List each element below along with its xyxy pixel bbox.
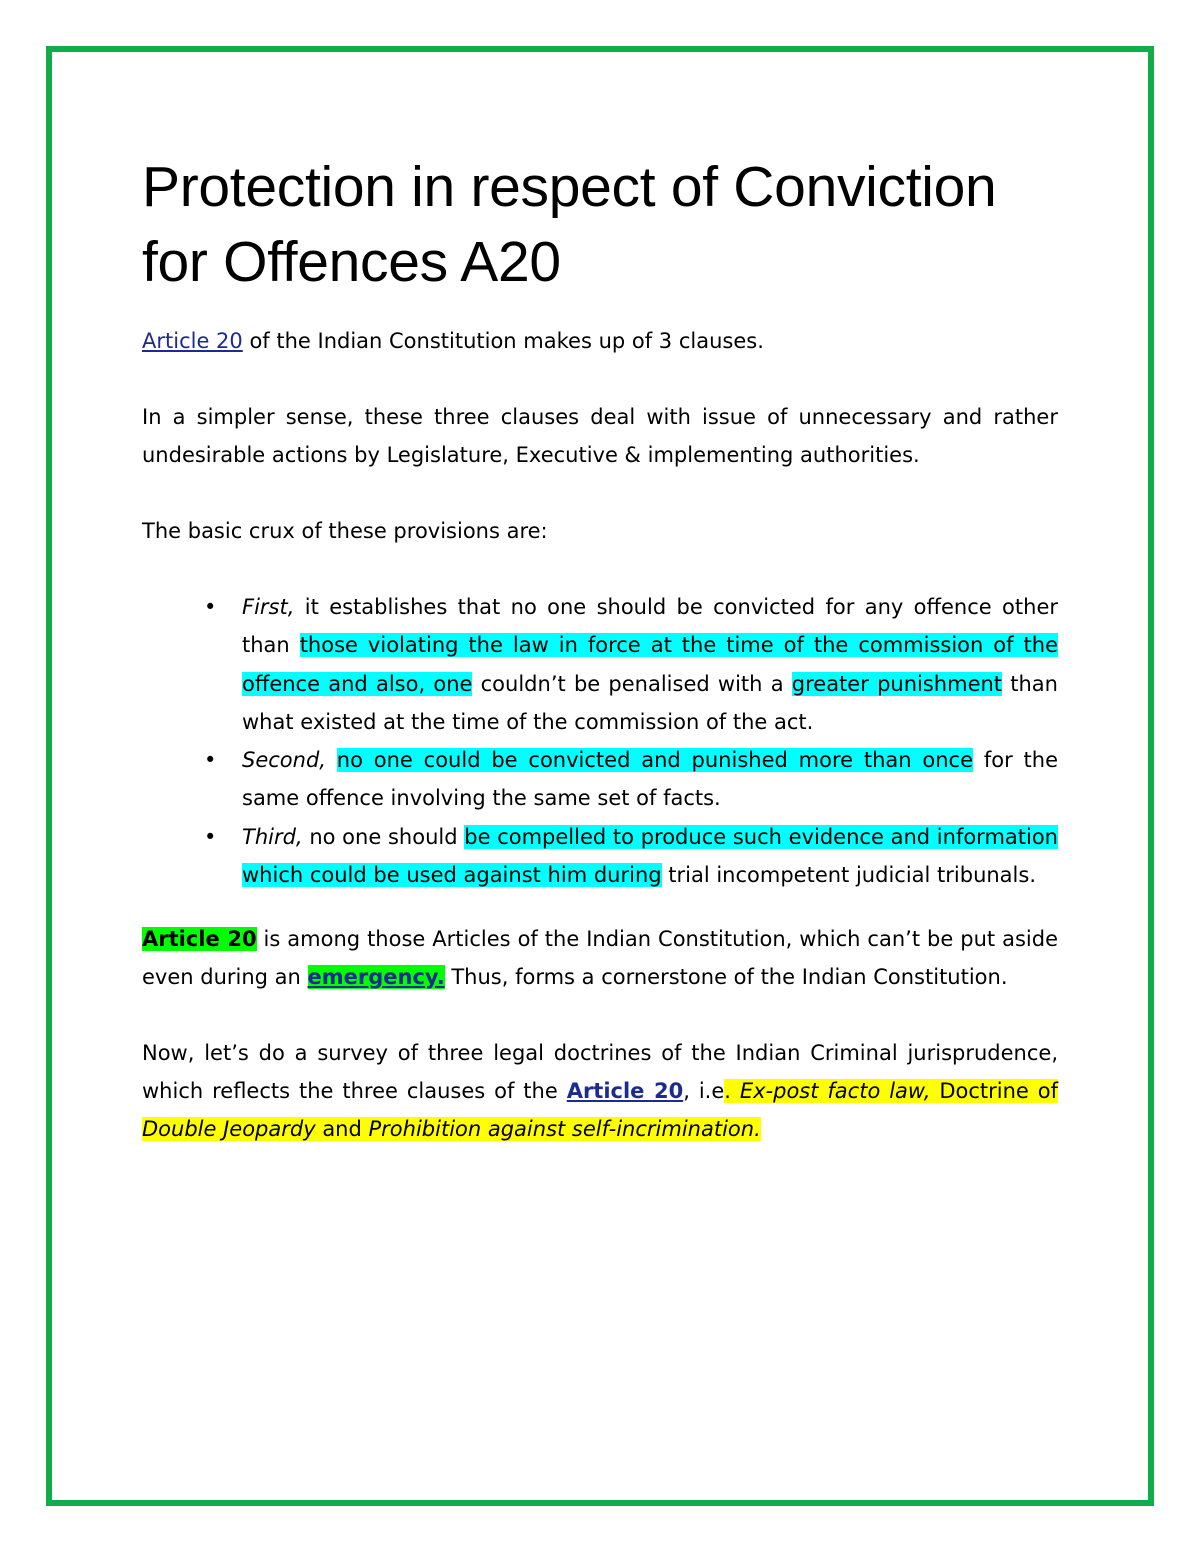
bullet-icon: • (204, 824, 217, 849)
clauses-list (142, 588, 1058, 894)
list-item (204, 588, 1058, 741)
paragraph-text: , i.e (683, 1079, 725, 1104)
paragraph-text: is among those Articles of the Indian Constitution, which can’t be put aside even during an (142, 927, 1058, 990)
clause-text: no one should (302, 824, 465, 849)
intro-paragraph (142, 322, 1058, 360)
highlighted-text: no one could be convicted and punished more than once (336, 748, 974, 773)
paragraph-text: Now, let’s do a survey of three legal doctrines of the Indian Criminal jurisprudence, which reflects the three clauses of the (142, 1041, 1058, 1104)
highlighted-text: greater punishment (791, 671, 1003, 696)
intro-text: of the Indian Constitution makes up of 3 clauses. (242, 329, 764, 353)
highlighted-text: be compelled to produce such evidence and information which could be used against him during (242, 824, 1058, 888)
bullet-icon: • (204, 748, 217, 773)
clause-text: trial incompetent judicial tribunals. (661, 863, 1037, 888)
page-title: Protection in respect of Conviction for Offences A20 (142, 155, 997, 294)
basic-crux-paragraph: The basic crux of these provisions are: (142, 519, 548, 543)
emergency-paragraph (142, 920, 1058, 996)
clause-lead: Second, (242, 748, 326, 773)
highlighted-text: . (724, 1079, 740, 1104)
ex-post-facto-text: Ex-post facto law, (739, 1079, 931, 1104)
list-item (204, 818, 1058, 895)
double-jeopardy-text: Double Jeopardy (142, 1117, 316, 1142)
article-20-link[interactable]: Article 20 (142, 329, 243, 353)
emergency-link[interactable]: emergency. (307, 965, 445, 990)
clause-lead: Third, (242, 824, 303, 849)
highlighted-text: Doctrine of (930, 1079, 1059, 1104)
document-content (142, 150, 1058, 1186)
clause-text: than what existed at the time of the commission of the act. (242, 671, 1058, 734)
survey-paragraph (142, 1034, 1058, 1148)
simpler-sense-paragraph: In a simpler sense, these three clauses deal with issue of unnecessary and rather undesirable actions by Legislature, Executive & implementing authorities. (142, 405, 1058, 467)
highlighted-text: those violating the law in force at the time of the commission of the offence and also, one (242, 633, 1058, 696)
clause-lead: First, (242, 595, 295, 619)
bullet-icon: • (204, 595, 217, 619)
paragraph-text: Thus, forms a cornerstone of the Indian Constitution. (444, 965, 1008, 990)
article-20-highlight: Article 20 (142, 927, 257, 952)
clause-text (326, 748, 337, 772)
clause-text: it establishes that no one should be convicted for any offence other than (242, 595, 1058, 658)
highlighted-text: and (315, 1117, 369, 1142)
list-item (204, 741, 1058, 818)
self-incrimination-text: Prohibition against self-incrimination. (368, 1117, 761, 1142)
clause-text: couldn’t be penalised with a (472, 671, 792, 696)
clause-text: for the same offence involving the same set of facts. (242, 748, 1058, 811)
article-20-link-2[interactable]: Article 20 (566, 1079, 684, 1104)
